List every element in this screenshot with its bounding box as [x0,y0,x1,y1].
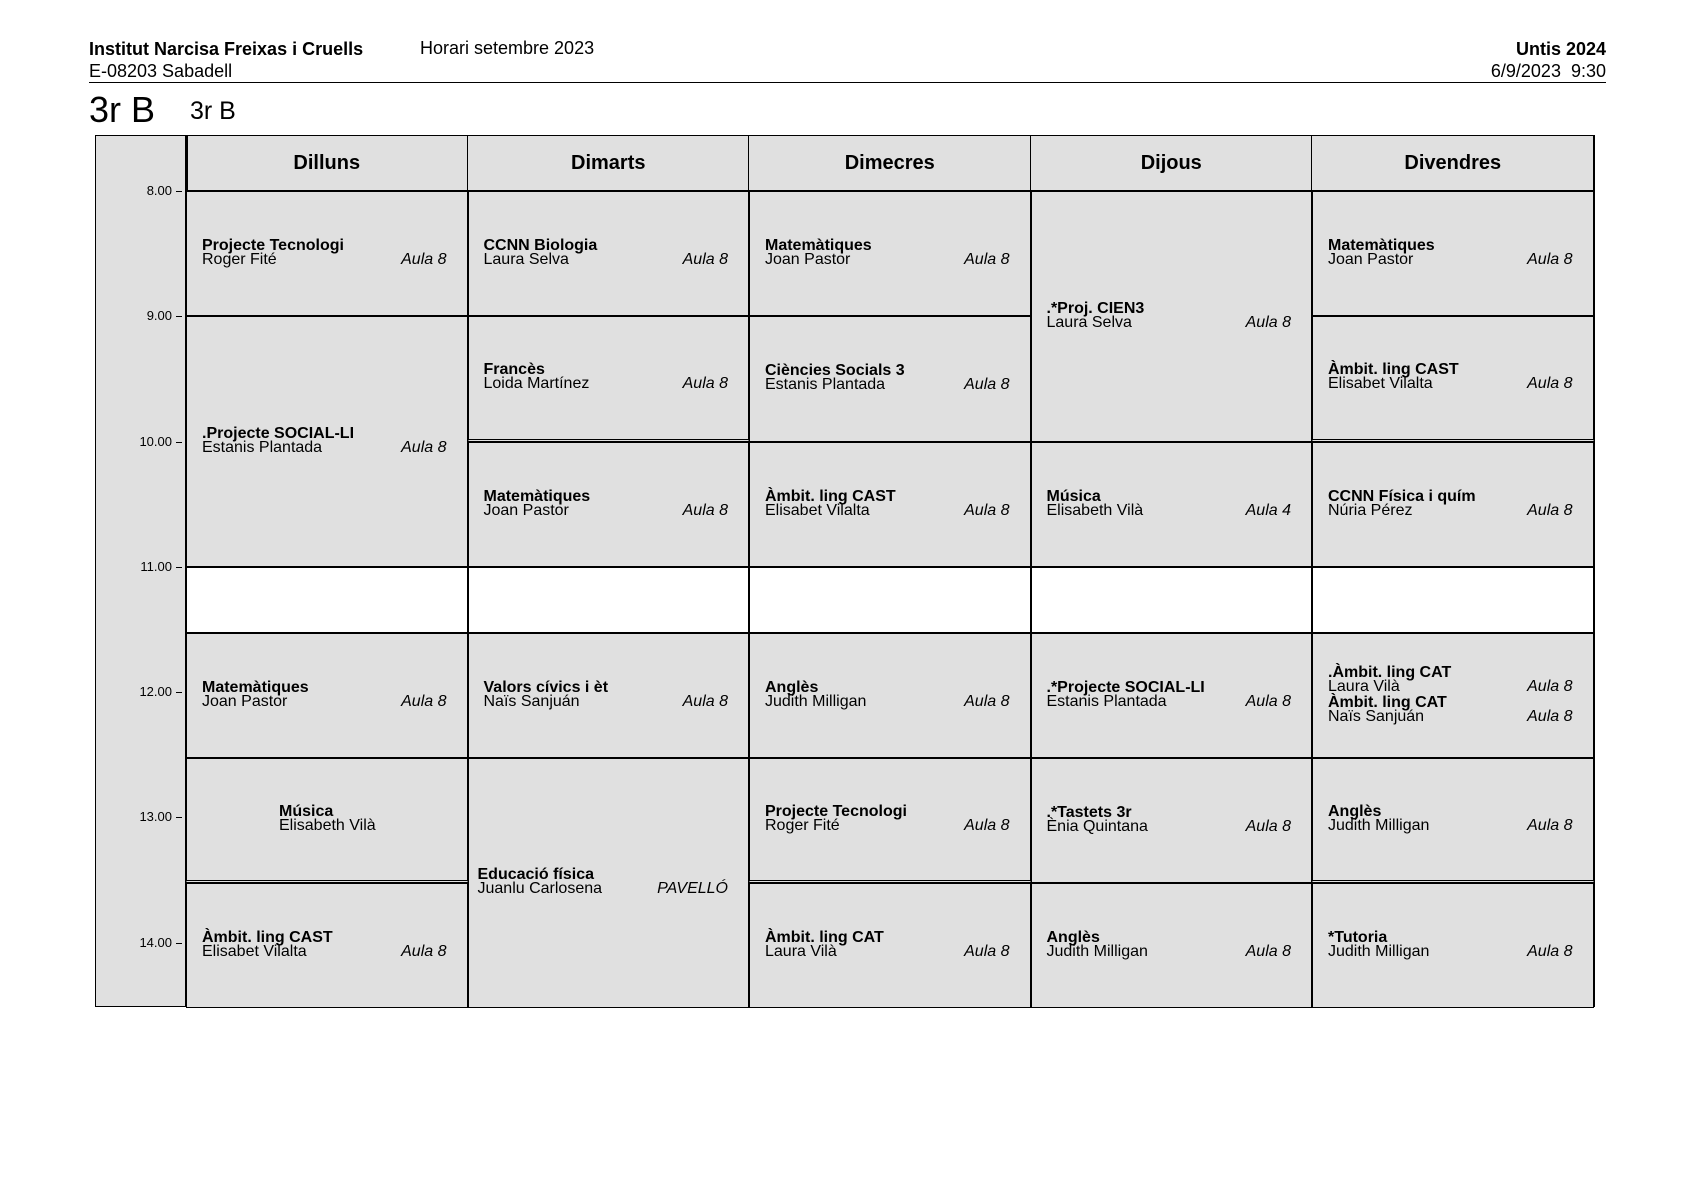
teacher-name: Joan Pastor [765,250,851,268]
time-label: 8.00 [146,183,172,198]
teacher-name: Elisabet Vilalta [1328,375,1433,392]
teacher-name: Elisabet Vilalta [202,942,307,960]
lesson-entry [202,424,447,456]
lesson-entries [750,678,1030,711]
room-name: Aula 8 [401,942,447,960]
lesson-cell [749,883,1031,1008]
lesson-entries [750,802,1030,835]
lesson-entries [1313,487,1593,520]
lesson-entry [765,678,1010,710]
subject-name: Matemàtiques [202,678,309,696]
lesson-entries [469,363,749,393]
lesson-entries [1032,678,1312,711]
subject-name: Educació física [477,866,594,883]
room-name: Aula 8 [401,250,447,268]
teacher-name: Judith Milligan [1046,942,1148,960]
header-rule [89,82,1606,83]
room-name: Aula 8 [1527,250,1573,268]
teacher-room-line [1046,817,1292,835]
subject-name: Àmbit. ling CAST [202,928,333,946]
teacher-room-line [483,501,729,519]
lesson-cell [1031,191,1313,442]
lesson-entry [484,363,729,391]
day-header-dilluns: Dilluns [293,152,361,174]
day-header-divendres: Divendres [1404,152,1502,174]
teacher-room-line [478,882,729,896]
teacher-name: Laura Selva [1046,313,1132,331]
lesson-cell [1031,442,1313,567]
teacher-room-line [1328,250,1573,268]
lesson-cell [186,758,468,883]
subject-name: Anglès [1046,928,1100,946]
time-tick [176,817,182,818]
teacher-room-line [202,250,447,268]
time-label: 9.00 [146,308,172,323]
teacher-room-line [765,378,1010,392]
lesson-cell [1312,316,1594,442]
room-name: Aula 8 [401,692,447,710]
lesson-cell [1031,883,1313,1008]
lesson-entries [1032,928,1312,961]
subject-name: Projecte Tecnologi [765,802,907,820]
teacher-room-line [484,377,729,391]
subject-name: *Tutoria [1328,928,1388,946]
timetable-title: Horari setembre 2023 [420,38,595,58]
lesson-entries [750,487,1030,520]
teacher-name: Laura Selva [483,250,569,268]
room-name: Aula 8 [1245,313,1291,331]
room-name: Aula 8 [964,250,1010,268]
teacher-name: Judith Milligan [765,692,867,710]
lesson-cell [1312,883,1594,1008]
room-name: Aula 8 [1245,692,1291,710]
day-header-dimarts: Dimarts [571,152,646,174]
lesson-cell [468,758,750,1008]
lesson-cell [468,633,750,758]
teacher-name: Juanlu Carlosena [477,880,603,897]
lesson-entry [1328,487,1573,519]
teacher-name: Joan Pastor [483,501,569,519]
time-tick [176,442,182,443]
subject-name: Música [279,802,334,820]
room-name: Aula 8 [1527,816,1573,834]
lesson-cell [749,316,1031,442]
lesson-entry [1328,236,1573,268]
teacher-room-line [1046,501,1292,519]
lesson-entry [765,928,1010,960]
subject-name: Matemàtiques [765,236,872,254]
lesson-entries [1313,663,1593,726]
teacher-name: Joan Pastor [202,692,288,710]
lesson-entries [1032,803,1312,836]
lesson-cell [186,883,468,1008]
class-name: 3r B [89,89,156,130]
subject-name: Valors cívics i èt [483,678,609,696]
room-name: Aula 8 [1527,375,1573,392]
lesson-entries [1313,928,1593,961]
lesson-entry [765,236,1010,268]
room-name: Aula 8 [1527,677,1573,695]
teacher-name: Ènia Quintana [1046,817,1148,835]
lesson-entry [1046,487,1292,519]
teacher-name: Loida Martínez [483,375,590,392]
lesson-cell [468,442,750,567]
software-name: Untis 2024 [1515,39,1606,59]
subject-name: .*Projecte SOCIAL-LI [1046,678,1205,696]
teacher-room-line [1046,942,1292,960]
break-cell [1312,567,1594,633]
lesson-entries [1313,802,1593,835]
subject-name: Música [1046,487,1101,505]
time-label: 12.00 [139,684,172,699]
teacher-name: Núria Pérez [1328,501,1413,519]
room-name: Aula 8 [1527,501,1573,519]
room-name: PAVELLÓ [657,880,728,897]
teacher-room-line [765,942,1010,960]
lesson-entry [483,678,729,710]
teacher-room-line [765,250,1010,268]
lesson-entries [187,424,467,457]
lesson-entry [1328,802,1573,834]
break-cell [186,567,468,633]
time-tick [176,567,182,568]
teacher-name: Naïs Sanjuán [1328,707,1425,725]
subject-name: Àmbit. ling CAT [1328,693,1447,711]
lesson-entry [765,802,1010,834]
subject-name: CCNN Física i quím [1328,487,1476,505]
teacher-name: Elisabet Vilalta [765,501,870,519]
teacher-name: Judith Milligan [1328,942,1430,960]
lesson-entries [1313,363,1593,393]
day-header-dimecres: Dimecres [844,152,935,174]
lesson-entry [1328,663,1573,695]
lesson-entry [1328,693,1573,725]
teacher-room-line [765,692,1010,710]
room-name: Aula 8 [401,438,447,456]
room-name: Aula 8 [1245,817,1291,835]
room-name: Aula 8 [682,501,728,519]
lesson-entry [765,364,1010,392]
teacher-room-line [1328,677,1573,695]
subject-name: Matemàtiques [483,487,591,505]
lesson-entries [187,236,467,269]
lesson-cell [749,633,1031,758]
lesson-cell [186,316,468,567]
break-cell [1031,567,1313,633]
teacher-room-line [765,816,1010,834]
room-name: Aula 8 [1527,707,1573,725]
subject-name: Francès [483,361,545,378]
lesson-cell [186,633,468,758]
room-name: Aula 4 [1245,501,1291,519]
room-name: Aula 8 [964,501,1010,519]
subject-name: Anglès [1328,802,1382,820]
school-address: E-08203 Sabadell [89,61,233,81]
lesson-cell [1312,191,1594,316]
time-label: 10.00 [139,434,172,449]
room-name: Aula 8 [964,942,1010,960]
subject-name: Àmbit. ling CAT [765,928,884,946]
lesson-entries [469,487,749,520]
teacher-room-line [483,250,729,268]
lesson-entries [469,868,749,898]
school-name: Institut Narcisa Freixas i Cruells [89,39,364,59]
print-datetime: 6/9/2023 9:30 [1490,61,1606,81]
lesson-entry [478,868,729,896]
lesson-entries [187,802,467,835]
teacher-name: Elisabeth Vilà [279,816,376,834]
subject-name: Anglès [765,678,819,696]
lesson-entries [1032,487,1312,520]
teacher-name: Judith Milligan [1328,816,1430,834]
teacher-room-line [1328,377,1573,391]
lesson-entries [469,678,749,711]
lesson-entry [202,236,447,268]
lesson-cell [1031,633,1313,758]
lesson-cell [749,758,1031,883]
teacher-room-line [202,942,447,960]
lesson-cell [468,191,750,316]
teacher-room-line [1046,313,1292,331]
subject-name: Àmbit. ling CAST [1328,361,1459,378]
lesson-cell [1312,442,1594,567]
room-name: Aula 8 [1245,942,1291,960]
teacher-name: Laura Vilà [1328,677,1400,695]
lesson-entry [483,236,729,268]
room-name: Aula 8 [964,376,1010,393]
room-name: Aula 8 [964,692,1010,710]
lesson-entries [469,236,749,269]
subject-name: .Àmbit. ling CAT [1328,663,1452,681]
teacher-name: Estanis Plantada [202,438,323,456]
break-cell [468,567,750,633]
subject-name: CCNN Biologia [483,236,598,254]
room-name: Aula 8 [682,375,728,392]
teacher-room-line [202,692,447,710]
subject-name: Àmbit. ling CAST [765,487,896,505]
day-header-dijous: Dijous [1140,152,1202,174]
teacher-room-line [1046,692,1292,710]
lesson-cell [1031,758,1313,883]
timetable-grid [95,135,1595,1007]
teacher-room-line [765,501,1010,519]
break-cell [749,567,1031,633]
subject-name: .Projecte SOCIAL-LI [202,424,355,442]
lesson-entries [750,928,1030,961]
teacher-room-line [1328,501,1573,519]
class-label: 3r B [190,97,236,125]
subject-name: Ciències Socials 3 [765,362,905,379]
subject-name: .*Proj. CIEN3 [1046,299,1145,317]
teacher-name: Laura Vilà [765,942,837,960]
lesson-cell [468,316,750,442]
teacher-name: Naïs Sanjuán [483,692,580,710]
room-name: Aula 8 [964,816,1010,834]
teacher-room-line [1328,942,1573,960]
lesson-cell [749,191,1031,316]
subject-name: Projecte Tecnologi [202,236,344,254]
lesson-entry [1046,803,1292,835]
room-name: Aula 8 [682,250,728,268]
time-tick [176,191,182,192]
teacher-name: Elisabeth Vilà [1046,501,1144,519]
time-label: 11.00 [140,559,172,574]
lesson-entries [1032,299,1312,332]
lesson-entries [187,678,467,711]
teacher-name: Roger Fité [202,250,277,268]
teacher-room-line [202,438,447,456]
teacher-name: Joan Pastor [1328,250,1414,268]
time-tick [176,692,182,693]
lesson-entry [483,487,729,519]
time-label: 13.00 [139,809,172,824]
lesson-entry [202,678,447,710]
lesson-entry [1046,928,1292,960]
room-name: Aula 8 [1527,942,1573,960]
lesson-entry [1046,678,1292,710]
teacher-room-line [279,816,447,834]
teacher-room-line [483,692,729,710]
time-tick [176,316,182,317]
lesson-entries [750,236,1030,269]
lesson-cell [1312,633,1594,758]
teacher-room-line [1328,707,1573,725]
lesson-entries [1313,236,1593,269]
teacher-room-line [1328,816,1573,834]
time-tick [176,943,182,944]
subject-name: .*Tastets 3r [1046,803,1132,821]
teacher-name: Estanis Plantada [1046,692,1167,710]
room-name: Aula 8 [682,692,728,710]
lesson-entry [202,928,447,960]
lesson-entries [187,928,467,961]
lesson-cell [749,442,1031,567]
lesson-cell [186,191,468,316]
subject-name: Matemàtiques [1328,236,1435,254]
lesson-cell [1312,758,1594,883]
lesson-entry [1328,363,1573,391]
time-label: 14.00 [139,935,172,950]
lesson-entry [1046,299,1292,331]
lesson-entries [750,364,1030,394]
teacher-name: Roger Fité [765,816,840,834]
lesson-entry [279,802,447,834]
teacher-name: Estanis Plantada [765,376,886,393]
lesson-entry [1328,928,1573,960]
lesson-entry [765,487,1010,519]
